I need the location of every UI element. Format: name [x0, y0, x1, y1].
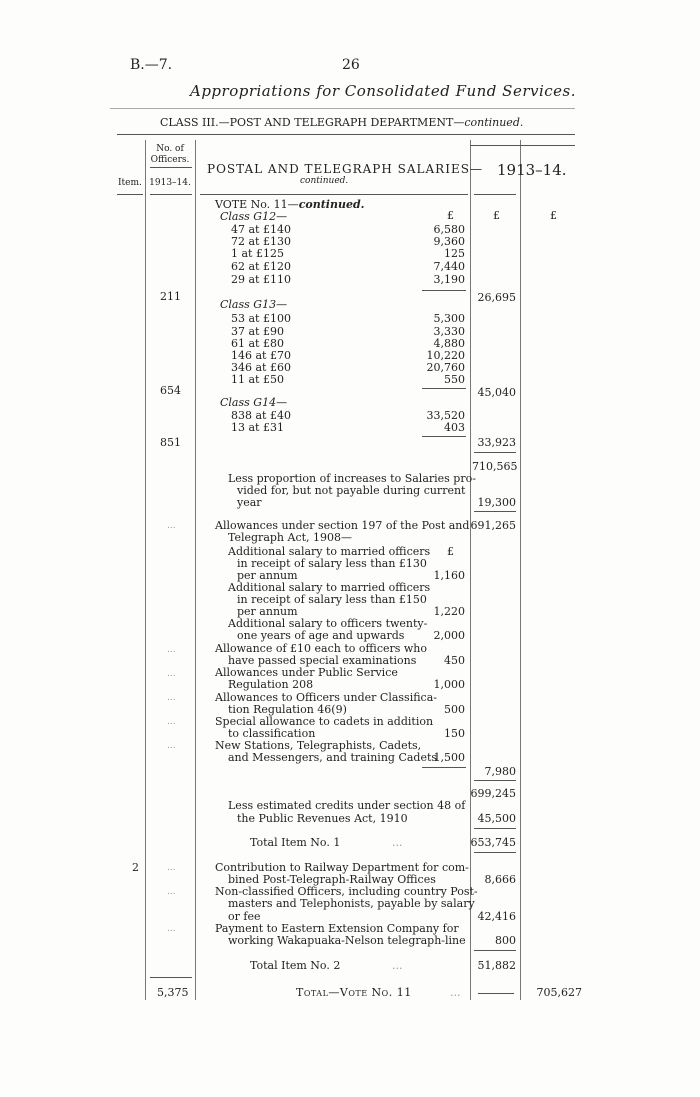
less-proportion-line: Less proportion of increases to Salaries pro- [228, 472, 476, 485]
allowance-line: New Stations, Telegraphists, Cadets, [215, 739, 422, 752]
g14-row-desc: 13 at £31 [231, 421, 284, 434]
allowance-line: in receipt of salary less than £150 [237, 593, 427, 606]
grand-total-label: Total—Vote No. 11 [296, 986, 412, 999]
g12-row-amount: 125 [444, 247, 465, 260]
less-credits-line: the Public Revenues Act, 1910 [237, 812, 408, 825]
allowance-line: Allowances under Public Service [215, 666, 398, 679]
leader-dots: ... [392, 959, 403, 972]
page-number: 26 [342, 57, 360, 73]
class-g14-heading: Class G14— [220, 396, 288, 409]
officers-dash: ... [167, 741, 176, 751]
leader-dots: ... [392, 836, 403, 849]
g13-row-desc: 37 at £90 [231, 325, 284, 338]
allowance-line: Regulation 208 [228, 678, 314, 691]
allowance-amount: 1,220 [433, 605, 465, 618]
g13-officers: 654 [160, 384, 181, 397]
g13-row-amount: 20,760 [426, 361, 465, 374]
class-g13-heading: Class G13— [220, 298, 288, 311]
item2-line: Contribution to Railway Department for com- [215, 861, 469, 874]
item2-line: bined Post-Telegraph-Railway Offices [228, 873, 436, 886]
item-header: Item. [118, 178, 142, 188]
allowance-line: Additional salary to officers twenty- [228, 617, 428, 630]
allowance-line: to classification [228, 727, 316, 740]
allowance-line: Special allowance to cadets in addition [215, 715, 434, 728]
g13-row-amount: 3,330 [433, 325, 465, 338]
officers-dash: ... [167, 887, 176, 897]
pound-sign-col3: £ [550, 209, 557, 222]
g12-officers: 211 [160, 290, 181, 303]
officers-header-line2: Officers. [150, 155, 190, 165]
allowance-line: in receipt of salary less than £130 [237, 557, 427, 570]
class-heading: CLASS III.—POST AND TELEGRAPH DEPARTMENT—continued. [160, 116, 524, 129]
item2-line: masters and Telephonists, payable by salary [228, 897, 475, 910]
allowance-line: and Messengers, and training Cadets [228, 751, 438, 764]
allowance-amount: 450 [444, 654, 465, 667]
class-g12-heading: Class G12— [220, 210, 288, 223]
subtotal-after-allowances: 699,245 [470, 787, 516, 800]
officers-dash: ... [167, 693, 176, 703]
allowance-pound-sign: £ [447, 545, 454, 558]
item2-number: 2 [132, 861, 139, 874]
allowance-amount: 1,500 [433, 751, 465, 764]
year-header: 1913–14. [497, 161, 567, 179]
vote-heading: VOTE No. 11—continued. [215, 198, 365, 211]
allowance-line: Allowance of £10 each to officers who [215, 642, 428, 655]
item2-amount: 8,666 [484, 873, 516, 886]
allowance-amount: 1,000 [433, 678, 465, 691]
g13-row-desc: 346 at £60 [231, 361, 291, 374]
officers-dash: ... [167, 924, 176, 934]
g12-row-desc: 29 at £110 [231, 273, 291, 286]
allowances-heading-line: Telegraph Act, 1908— [228, 531, 353, 544]
less-proportion-amount: 19,300 [477, 496, 516, 509]
g14-row-desc: 838 at £40 [231, 409, 291, 422]
item2-amount: 800 [495, 934, 516, 947]
section-title: POSTAL AND TELEGRAPH SALARIES— [207, 162, 483, 176]
allowance-amount: 150 [444, 727, 465, 740]
officers-dash: ... [167, 863, 176, 873]
allowances-heading-line: Allowances under section 197 of the Post and [215, 519, 470, 532]
allowance-line: per annum [237, 605, 298, 618]
g14-total: 33,923 [477, 436, 516, 449]
g13-row-desc: 61 at £80 [231, 337, 284, 350]
page-title: Appropriations for Consolidated Fund Services. [190, 82, 577, 100]
officers-dash: ... [167, 521, 176, 531]
g12-row-amount: 7,440 [433, 260, 465, 273]
g12-row-amount: 6,580 [433, 223, 465, 236]
allowance-amount: 500 [444, 703, 465, 716]
allowance-line: have passed special examinations [228, 654, 417, 667]
item2-amount: 42,416 [477, 910, 516, 923]
pound-sign-col2: £ [493, 209, 500, 222]
g13-row-desc: 146 at £70 [231, 349, 291, 362]
less-credits-amount: 45,500 [477, 812, 516, 825]
officers-header-line1: No. of [156, 144, 184, 154]
allowances-total: 7,980 [484, 765, 516, 778]
less-credits-line: Less estimated credits under section 48 of [228, 799, 466, 812]
total-item1-amount: 653,745 [470, 836, 516, 849]
allowance-amount: 1,160 [433, 569, 465, 582]
officers-dash: ... [167, 669, 176, 679]
g13-row-desc: 53 at £100 [231, 312, 291, 325]
subtotal-salaries: 710,565 [472, 460, 518, 473]
item2-line: working Wakapuaka-Nelson telegraph-line [228, 934, 466, 947]
total-item2-amount: 51,882 [477, 959, 516, 972]
g13-row-amount: 5,300 [433, 312, 465, 325]
item2-line: Payment to Eastern Extension Company for [215, 922, 459, 935]
g14-officers: 851 [160, 436, 181, 449]
allowance-line: tion Regulation 46(9) [228, 703, 347, 716]
g14-row-amount: 33,520 [426, 409, 465, 422]
g12-row-desc: 72 at £130 [231, 235, 291, 248]
allowance-amount: 2,000 [433, 629, 465, 642]
item2-line: or fee [228, 910, 261, 923]
officers-dash: ... [167, 717, 176, 727]
total-item1-label: Total Item No. 1 [250, 836, 341, 849]
g12-row-desc: 62 at £120 [231, 260, 291, 273]
less-proportion-line: vided for, but not payable during current [237, 484, 466, 497]
g12-row-amount: 9,360 [433, 235, 465, 248]
g12-row-amount: 3,190 [433, 273, 465, 286]
officers-header-year: 1913–14. [149, 178, 191, 188]
allowance-line: Additional salary to married officers [228, 581, 431, 594]
allowance-line: Allowances to Officers under Classifica- [215, 691, 437, 704]
g13-row-desc: 11 at £50 [231, 373, 284, 386]
item2-line: Non-classified Officers, including country Post- [215, 885, 478, 898]
g13-row-amount: 4,880 [433, 337, 465, 350]
g13-row-amount: 550 [444, 373, 465, 386]
g13-total: 45,040 [477, 386, 516, 399]
grand-total-officers: 5,375 [157, 986, 189, 999]
g12-row-desc: 47 at £140 [231, 223, 291, 236]
total-item2-label: Total Item No. 2 [250, 959, 341, 972]
g14-row-amount: 403 [444, 421, 465, 434]
leader-dots: ... [450, 986, 461, 999]
less-proportion-line: year [237, 496, 262, 509]
allowance-line: one years of age and upwards [237, 629, 405, 642]
allowance-line: Additional salary to married officers [228, 545, 431, 558]
allowance-line: per annum [237, 569, 298, 582]
officers-dash: ... [167, 645, 176, 655]
pound-sign-col1: £ [447, 209, 454, 222]
g12-total: 26,695 [477, 291, 516, 304]
grand-total-amount: 705,627 [536, 986, 582, 999]
document-reference: B.—7. [130, 57, 173, 73]
section-title-continued: continued. [300, 176, 349, 186]
subtotal-after-less: 691,265 [470, 519, 516, 532]
g13-row-amount: 10,220 [426, 349, 465, 362]
g12-row-desc: 1 at £125 [231, 247, 284, 260]
